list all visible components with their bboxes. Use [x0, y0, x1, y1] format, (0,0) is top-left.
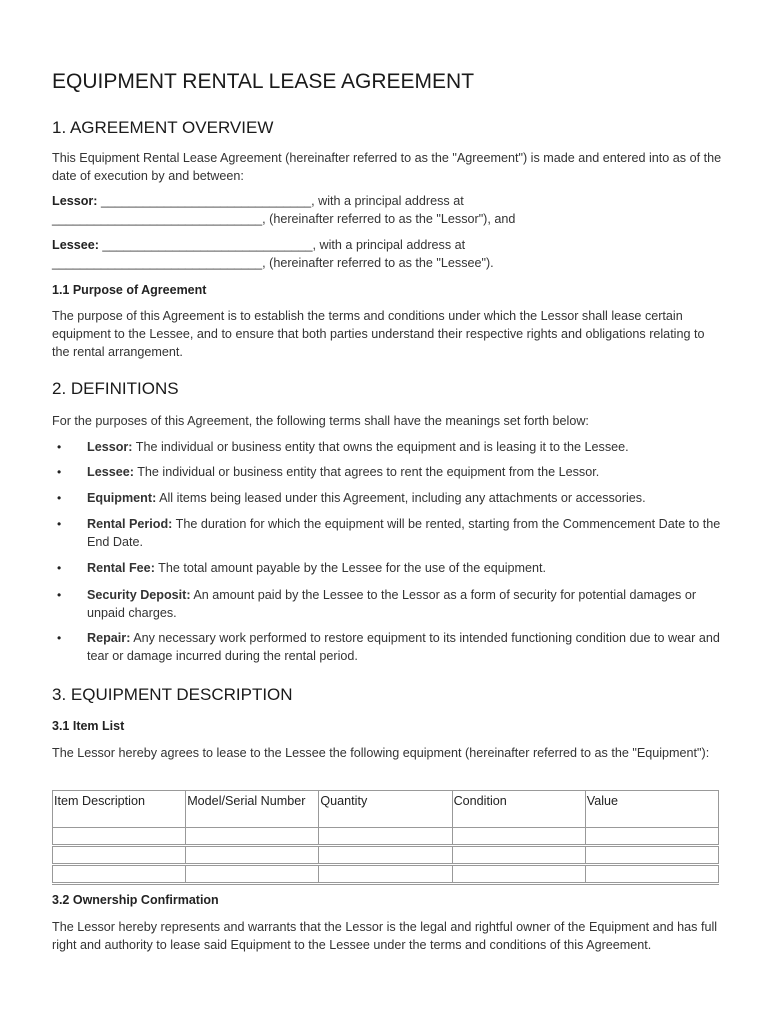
equipment-table [52, 790, 719, 885]
table-cell[interactable] [452, 846, 585, 865]
definition-text [87, 438, 722, 456]
definition-item [52, 489, 722, 507]
definition-text [87, 586, 722, 622]
table-cell[interactable] [53, 846, 186, 865]
header-quantity: Quantity [319, 791, 452, 828]
definition-term: Security Deposit: [87, 588, 191, 602]
table-row [53, 865, 719, 884]
table-cell[interactable] [319, 865, 452, 884]
header-model-serial: Model/Serial Number [186, 791, 319, 828]
bullet-icon: • [57, 440, 62, 454]
definition-text [87, 559, 722, 577]
table-cell[interactable] [585, 865, 718, 884]
definition-text [87, 515, 722, 551]
header-item-description: Item Description [53, 791, 186, 828]
lessor-text: ______________________________, with a principal address at ______________________________, (hereinafter referred to as the "Lessor"), and [52, 194, 516, 226]
lessee-label: Lessee: [52, 238, 99, 252]
definition-text [87, 489, 722, 507]
definition-text [87, 629, 722, 665]
section-3-heading: 3. EQUIPMENT DESCRIPTION [52, 685, 293, 704]
bullet-icon: • [57, 465, 62, 479]
lessee-text: ______________________________, with a principal address at ______________________________, (hereinafter referred to as the "Lessee"). [52, 238, 494, 270]
definition-description: The individual or business entity that owns the equipment and is leasing it to the Lessee. [132, 440, 629, 454]
definition-description: The individual or business entity that agrees to rent the equipment from the Lessor. [133, 465, 600, 479]
definition-term: Rental Fee: [87, 561, 155, 575]
section-1-heading: 1. AGREEMENT OVERVIEW [52, 118, 274, 137]
definition-description: The total amount payable by the Lessee for the use of the equipment. [154, 561, 547, 575]
lessee-clause [52, 236, 532, 272]
bullet-icon: • [57, 631, 62, 645]
table-cell[interactable] [53, 865, 186, 884]
bullet-icon: • [57, 491, 62, 505]
table-cell[interactable] [186, 865, 319, 884]
definition-item [52, 629, 722, 665]
table-cell[interactable] [452, 865, 585, 884]
definitions-intro: For the purposes of this Agreement, the following terms shall have the meanings set forth below: [52, 414, 589, 428]
item-list-heading: 3.1 Item List [52, 719, 125, 733]
purpose-text: The purpose of this Agreement is to establish the terms and conditions under which the Lessor shall lease certain equipment to the Lessee, and to ensure that both parties understand their respective rights and obligations relating to the rental arrangement. [52, 309, 705, 359]
definition-item [52, 559, 722, 577]
purpose-heading: 1.1 Purpose of Agreement [52, 283, 207, 297]
table-cell[interactable] [319, 846, 452, 865]
bullet-icon: • [57, 588, 62, 602]
table-cell[interactable] [186, 828, 319, 846]
item-list-text: The Lessor hereby agrees to lease to the Lessee the following equipment (hereinafter referred to as the "Equipment"): [52, 746, 710, 760]
section-2-heading: 2. DEFINITIONS [52, 379, 179, 398]
table-cell[interactable] [53, 828, 186, 846]
table-cell[interactable] [186, 846, 319, 865]
table-cell[interactable] [585, 846, 718, 865]
header-value: Value [585, 791, 718, 828]
definition-description: All items being leased under this Agreement, including any attachments or accessories. [156, 491, 646, 505]
definition-term: Equipment: [87, 491, 157, 505]
definition-description: The duration for which the equipment will be rented, starting from the Commencement Date to the End Date. [87, 517, 721, 549]
definition-description: An amount paid by the Lessee to the Lessor as a form of security for potential damages or unpaid charges. [87, 588, 697, 620]
definition-term: Repair: [87, 631, 131, 645]
definition-term: Rental Period: [87, 517, 173, 531]
document-title: EQUIPMENT RENTAL LEASE AGREEMENT [52, 70, 475, 93]
lessor-label: Lessor: [52, 194, 98, 208]
definition-item [52, 586, 722, 622]
table-cell[interactable] [452, 828, 585, 846]
bullet-icon: • [57, 561, 62, 575]
bullet-icon: • [57, 517, 62, 531]
definition-term: Lessee: [87, 465, 134, 479]
definition-item [52, 438, 722, 456]
table-row [53, 828, 719, 846]
overview-intro: This Equipment Rental Lease Agreement (hereinafter referred to as the "Agreement") is made and entered into as of the date of execution by and between: [52, 151, 722, 183]
table-row [53, 846, 719, 865]
definition-description: Any necessary work performed to restore equipment to its intended functioning condition due to wear and tear or damage incurred during the rental period. [87, 631, 720, 663]
definition-text [87, 463, 722, 481]
header-condition: Condition [452, 791, 585, 828]
definition-term: Lessor: [87, 440, 133, 454]
ownership-heading: 3.2 Ownership Confirmation [52, 893, 219, 907]
table-cell[interactable] [319, 828, 452, 846]
definition-item [52, 463, 722, 481]
definition-item [52, 515, 722, 551]
ownership-text: The Lessor hereby represents and warrants that the Lessor is the legal and rightful owner of the Equipment and has full right and authority to lease said Equipment to the Lessee under the terms and conditions of this Agreement. [52, 920, 718, 952]
table-cell[interactable] [585, 828, 718, 846]
table-header-row [53, 791, 719, 828]
lessor-clause [52, 192, 532, 228]
